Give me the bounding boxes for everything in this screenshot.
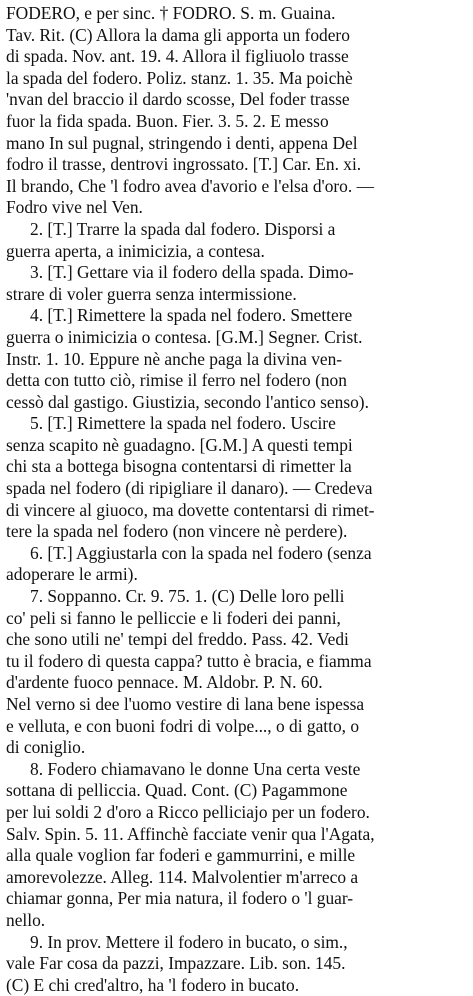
text-line: Il brando, Che 'l fodro avea d'avorio e l'elsa d'oro. — (6, 175, 374, 196)
text-line: Fodro vive nel Ven. (6, 197, 143, 218)
sense-4 (6, 305, 467, 413)
text-line: guerra aperta, a inimicizia, a contesa. (6, 240, 265, 261)
text-line: di coniglio. (6, 737, 86, 758)
text-line: spada nel fodero (di ripigliare il danaro). — Credeva (6, 478, 373, 499)
text-line: la spada del fodero. Poliz. stanz. 1. 35. Ma poichè (6, 67, 353, 88)
text-line: fuor la fida spada. Buon. Fier. 3. 5. 2. E messo (6, 110, 329, 131)
text-line: fodro il trasse, dentrovi ingrossato. [T.] Car. En. xi. (6, 154, 362, 175)
text-line: Tav. Rit. (C) Allora la dama gli apporta un fodero (6, 24, 350, 45)
text-line: 7. Soppanno. Cr. 9. 75. 1. (C) Delle loro pelli (30, 586, 345, 607)
text-line: 4. [T.] Rimettere la spada nel fodero. Smettere (30, 305, 353, 326)
text-line: d'ardente fuoco pennace. M. Aldobr. P. N. 60. (6, 672, 323, 693)
text-line: co' peli si fanno le pelliccie e li foderi dei panni, (6, 607, 341, 628)
text-line: FODERO, e per sinc. † FODRO. S. m. Guaina. (6, 3, 336, 23)
text-line: guerra o inimicizia o contesa. [G.M.] Segner. Crist. (6, 326, 363, 347)
sense-7 (6, 586, 467, 759)
sense-3 (6, 262, 467, 305)
text-line: (C) E chi cred'altro, ha 'l fodero in bucato. (6, 974, 300, 995)
text-line: nello. (6, 909, 46, 930)
text-line: 3. [T.] Gettare via il fodero della spada. Dimo- (30, 262, 354, 283)
text-line: chiamar gonna, Per mia natura, il fodero o 'l guar- (6, 888, 354, 909)
text-line: 9. In prov. Mettere il fodero in bucato, o sim., (30, 931, 348, 952)
text-line: tere la spada nel fodero (non vincere nè perdere). (6, 521, 348, 542)
text-line: senza scapito nè guadagno. [G.M.] A questi tempi (6, 434, 353, 455)
sense-5 (6, 413, 467, 543)
text-line: mano In sul pugnal, stringendo i denti, appena Del (6, 132, 358, 153)
sense-9 (6, 932, 467, 996)
sense-6 (6, 543, 467, 586)
text-line: che sono utili ne' tempi del freddo. Pass. 42. Vedi (6, 629, 349, 650)
text-line: alla quale voglion far foderi e gammurrini, e mille (6, 845, 356, 866)
text-line: di vincere al giuoco, ma dovette contentarsi di rimet- (6, 499, 375, 520)
sense-2 (6, 219, 467, 262)
text-line: 'nvan del braccio il dardo scosse, Del foder trasse (6, 89, 350, 110)
text-line: cessò dal gastigo. Giustizia, secondo l'antico senso). (6, 391, 369, 412)
text-line: strare di voler guerra senza intermissione. (6, 283, 297, 304)
text-line: chi sta a bottega bisogna contentarsi di rimetter la (6, 456, 352, 477)
text-line: adoperare le armi). (6, 564, 138, 585)
text-line: amorevolezze. Alleg. 114. Malvolentier m'arreco a (6, 866, 359, 887)
text-line: per lui soldi 2 d'oro a Ricco pelliciajo per un fodero. (6, 801, 370, 822)
text-line: Instr. 1. 10. Eppure nè anche paga la divina ven- (6, 348, 343, 369)
text-line: vale Far cosa da pazzi, Impazzare. Lib. son. 145. (6, 953, 346, 974)
sense-8 (6, 759, 467, 932)
text-line: Salv. Spin. 5. 11. Affinchè facciate venir qua l'Agata, (6, 823, 375, 844)
text-line: tu il fodero di questa cappa? tutto è bracia, e fiamma (6, 650, 372, 671)
text-line: sottana di pelliccia. Quad. Cont. (C) Pagammone (6, 780, 348, 801)
text-line: 5. [T.] Rimettere la spada nel fodero. Uscire (30, 413, 336, 434)
text-line: Nel verno si dee l'uomo vestire di lana bene ispessa (6, 694, 365, 714)
text-line: 2. [T.] Trarre la spada dal fodero. Disporsi a (30, 218, 336, 239)
text-line: di spada. Nov. ant. 19. 4. Allora il figliuolo trasse (6, 46, 349, 67)
text-line: detta con tutto ciò, rimise il ferro nel fodero (non (6, 370, 347, 391)
entry-fodero-headword-section (6, 3, 467, 219)
text-line: e velluta, e con buoni fodri di volpe..., o di gatto, o (6, 715, 360, 736)
text-line: 6. [T.] Aggiustarla con la spada nel fodero (senza (30, 542, 372, 563)
text-line: 8. Fodero chiamavano le donne Una certa veste (30, 758, 361, 779)
